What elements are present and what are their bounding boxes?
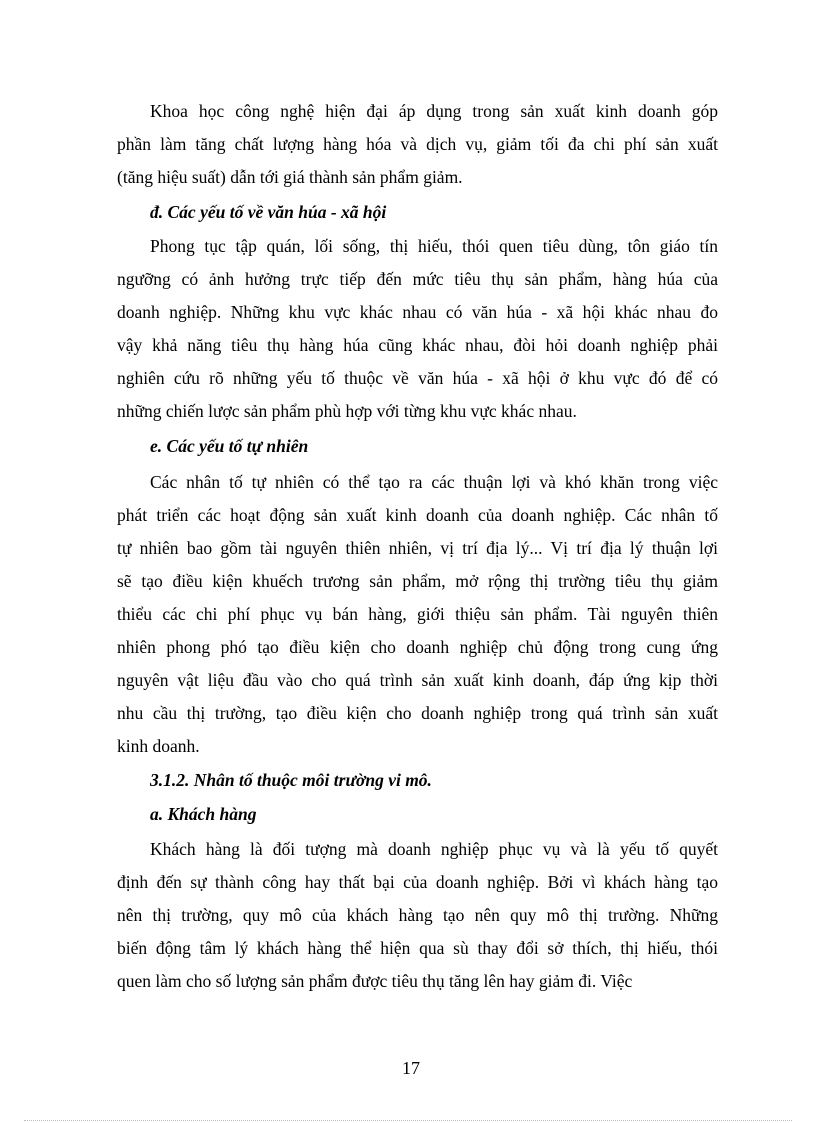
text-line: tự nhiên bao gồm tài nguyên thiên nhiên, vị trí địa lý... Vị trí địa lý thuận lợi [117, 538, 718, 558]
page-number: 17 [402, 1058, 420, 1078]
text-line: quen làm cho số lượng sản phẩm được tiêu thụ tăng lên hay giảm đi. Việc [117, 971, 633, 991]
text-line: nguyên vật liệu đầu vào cho quá trình sản xuất kinh doanh, đáp ứng kịp thời [117, 670, 718, 690]
text-line: phát triển các hoạt động sản xuất kinh doanh của doanh nghiệp. Các nhân tố [117, 505, 718, 525]
section-heading: a. Khách hàng [150, 804, 257, 824]
text-line: sẽ tạo điều kiện khuếch trương sản phẩm, mở rộng thị trường tiêu thụ giảm [117, 571, 718, 591]
text-line: kinh doanh. [117, 736, 200, 756]
text-line: doanh nghiệp. Những khu vực khác nhau có văn húa - xã hội khác nhau đo [117, 302, 718, 322]
text-line: (tăng hiệu suất) dẫn tới giá thành sản phẩm giảm. [117, 167, 463, 187]
text-line: nghiên cứu rõ những yếu tố thuộc về văn húa - xã hội ở khu vực đó để có [117, 368, 718, 388]
text-line: Các nhân tố tự nhiên có thể tạo ra các thuận lợi và khó khăn trong việc [150, 472, 718, 492]
text-line: Khoa học công nghệ hiện đại áp dụng trong sản xuất kinh doanh góp [150, 101, 718, 121]
text-line: những chiến lược sản phẩm phù hợp với từng khu vực khác nhau. [117, 401, 577, 421]
text-line: nên thị trường, quy mô của khách hàng tạo nên quy mô thị trường. Những [117, 905, 718, 925]
text-line: phần làm tăng chất lượng hàng hóa và dịch vụ, giảm tối đa chi phí sản xuất [117, 134, 718, 154]
section-heading: e. Các yếu tố tự nhiên [150, 436, 309, 456]
page-bottom-border [24, 1120, 792, 1121]
section-heading: đ. Các yếu tố về văn húa - xã hội [150, 202, 387, 222]
text-line: định đến sự thành công hay thất bại của doanh nghiệp. Bởi vì khách hàng tạo [117, 872, 718, 892]
text-line: Khách hàng là đối tượng mà doanh nghiệp phục vụ và là yếu tố quyết [150, 839, 718, 859]
text-line: Phong tục tập quán, lối sống, thị hiếu, thói quen tiêu dùng, tôn giáo tín [150, 236, 718, 256]
text-line: thiểu các chi phí phục vụ bán hàng, giới thiệu sản phẩm. Tài nguyên thiên [117, 604, 718, 624]
text-line: nhu cầu thị trường, tạo điều kiện cho doanh nghiệp trong quá trình sản xuất [117, 703, 718, 723]
text-line: nhiên phong phó tạo điều kiện cho doanh nghiệp chủ động trong cung ứng [117, 637, 718, 657]
text-line: biến động tâm lý khách hàng thể hiện qua sù thay đổi sở thích, thị hiếu, thói [117, 938, 718, 958]
text-line: vậy khả năng tiêu thụ hàng húa cũng khác nhau, đòi hỏi doanh nghiệp phải [117, 335, 718, 355]
subsection-heading: 3.1.2. Nhân tố thuộc môi trường vi mô. [150, 770, 432, 790]
text-line: ngưỡng có ảnh hưởng trực tiếp đến mức tiêu thụ sản phẩm, hàng húa của [117, 269, 718, 289]
